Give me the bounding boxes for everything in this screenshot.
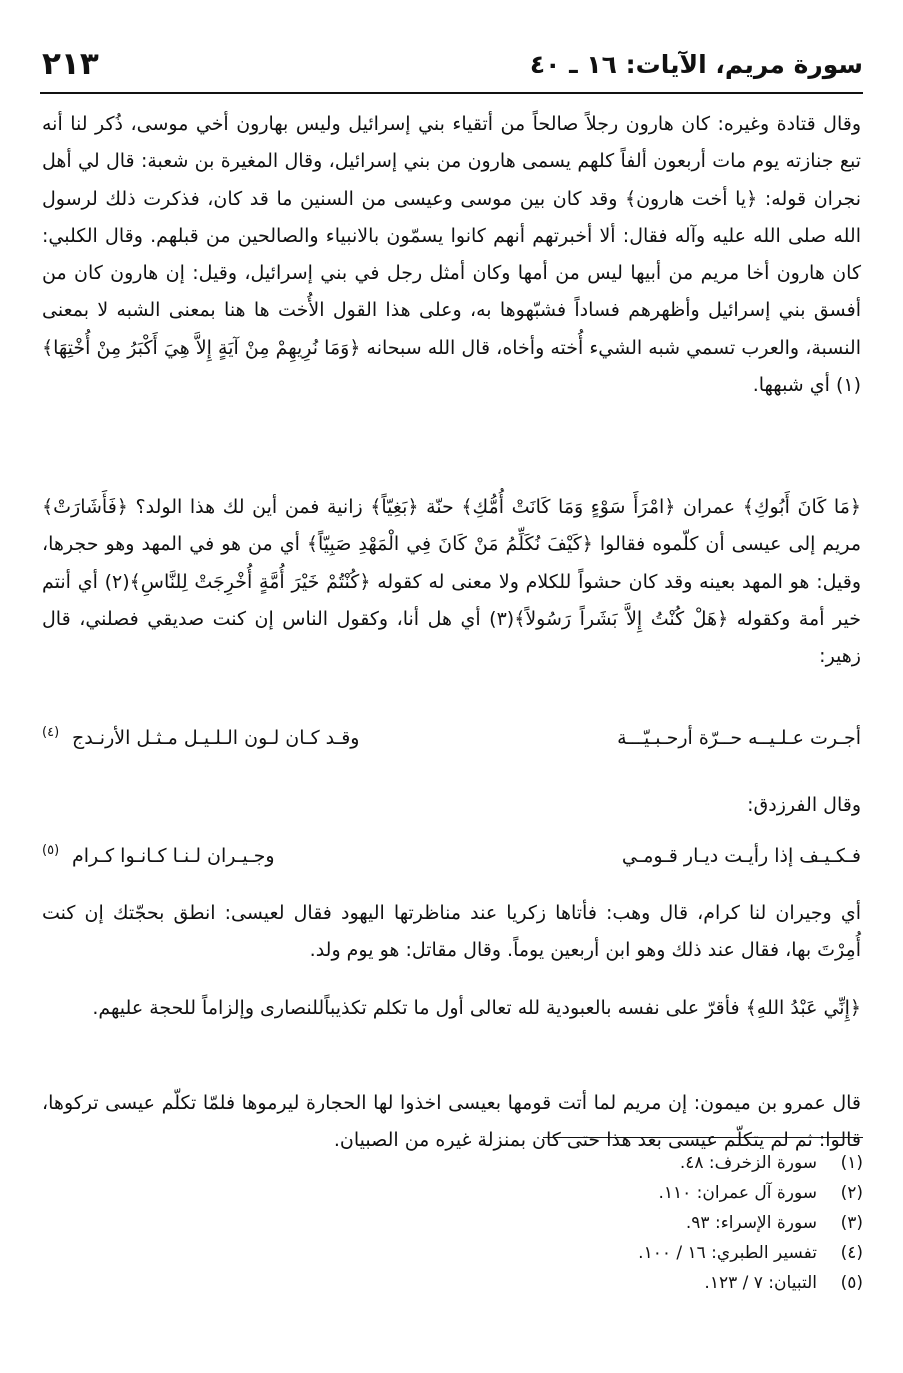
- footnote-number: (١): [840, 1153, 863, 1173]
- footnote: [363, 1238, 863, 1268]
- poetry-verse: [42, 720, 861, 757]
- paragraph: ﴿إِنِّي عَبْدُ اللهِ﴾ فأقرّ على نفسه بالعبودية لله تعالى أول ما تكلم تكذيباًللنصارى وإلزاماً للحجة عليهم.: [92, 997, 861, 1019]
- paragraph: قال عمرو بن ميمون: إن مريم لما أتت قومها بعيسى اخذوا لها الحجارة ليرموها فلمّا تكلّم عيسى تركوها، قالوا: ثم لم يتكلّم عيسى بعد هذا حتى كان بمنزلة غيره من الصبيان.: [42, 1092, 861, 1152]
- footnote: [363, 1208, 863, 1238]
- verse-second-hemistich: وقـد كـان لـون الـلـيـل مـثـل الأرنـدج: [72, 727, 360, 749]
- poetry-verse: [42, 838, 861, 875]
- footnote-number: (٥): [840, 1273, 863, 1293]
- paragraph: وقال قتادة وغيره: كان هارون رجلاً صالحاً من أتقياء بني إسرائيل وليس بهارون أخي موسى، ذُكر لنا أنه تبع جنازته يوم مات أربعون ألفاً كلهم يسمى هارون من بني إسرائيل، وقال المغيرة بن شعبة: قال لي أهل نجران قوله: ﴿يا أخت هارون﴾ وقد كان بين موسى وعيسى من السنين ما قد كان، فذكرت ذلك لرسول الله صلى الله عليه وآله فقال: ألا أخبرتهم أنهم كانوا يسمّون بالانبياء والصالحين من قبلهم. وقال الكلبي: كان هارون أخا مريم من أبيها ليس من أمها وكان أمثل رجل في بني إسرائيل، وقيل: إن هارون كان من أفسق بني إسرائيل وأظهرهم فساداً فشبّهوها به، وعلى هذا القول الأُخت ها هنا بمعنى الشبه لا بمعنى النسبة، والعرب تسمي شبه الشيء أُخته وأخاه، قال الله سبحانه ﴿وَمَا نُرِيهِمْ مِنْ آيَةٍ إِلاَّ هِيَ أَكْبَرُ مِنْ أُخْتِهَا﴾(١) أي شبهها.: [42, 113, 861, 397]
- footnote: [363, 1268, 863, 1298]
- footnote-divider: [543, 1137, 863, 1138]
- page-number: ٢١٣: [42, 46, 99, 82]
- running-title: سورة مريم، الآيات: ١٦ ـ ٤٠: [529, 50, 863, 79]
- footnote-text: سورة آل عمران: ١١٠.: [658, 1183, 817, 1203]
- footnote-number: (٣): [840, 1213, 863, 1233]
- footnote-text: سورة الزخرف: ٤٨.: [679, 1153, 817, 1173]
- footnote: [363, 1148, 863, 1178]
- footnote-text: التبيان: ٧ / ١٢٣.: [704, 1273, 817, 1293]
- footnote: [363, 1178, 863, 1208]
- footnote-text: سورة الإسراء: ٩٣.: [685, 1213, 817, 1233]
- verse-second-hemistich: وجـيـران لـنـا كـانـوا كـرام: [72, 845, 275, 867]
- footnote-ref: (٥): [42, 843, 60, 858]
- footnote-number: (٢): [840, 1183, 863, 1203]
- footnotes: [363, 1148, 863, 1298]
- main-text: [42, 106, 861, 1160]
- footnote-number: (٤): [840, 1243, 863, 1263]
- verse-intro: وقال الفرزدق:: [747, 794, 861, 816]
- verse-first-hemistich: أجـرت عـلـيــه حــرّة أرحـبـيّـــة: [617, 727, 861, 749]
- paragraph: ﴿مَا كَانَ أَبُوكِ﴾ عمران ﴿امْرَأَ سَوْءٍ وَمَا كَانَتْ أُمُّكِ﴾ حنّة ﴿بَغِيّاً﴾ زانية فمن أين لك هذا الولد؟ ﴿فَأَشَارَتْ﴾ مريم إلى عيسى أن كلّموه فقالوا ﴿كَيْفَ نُكَلِّمُ مَنْ كَانَ فِي الْمَهْدِ صَبِيّاً﴾ أي من هو في المهد وهو حجرها، وقيل: هو المهد بعينه وقد كان حشواً للكلام ولا معنى له كقوله ﴿كُنْتُمْ خَيْرَ أُمَّةٍ أُخْرِجَتْ لِلنَّاسِ﴾(٢) أي أنتم خير أمة وكقوله ﴿هَلْ كُنْتُ إِلاَّ بَشَراً رَسُولاً﴾(٣) أي هل أنا، وكقول الناس إن كنت صديقي فصلني، قال زهير:: [42, 496, 861, 668]
- footnote-text: تفسير الطبري: ١٦ / ١٠٠.: [638, 1243, 817, 1263]
- footnote-ref: (٤): [42, 725, 60, 740]
- running-header: [40, 44, 863, 94]
- verse-first-hemistich: فـكـيـف إذا رأيـت ديـار قـومـي: [621, 845, 861, 867]
- paragraph: أي وجيران لنا كرام، قال وهب: فأتاها زكريا عند مناظرتها اليهود فقال لعيسى: انطق بحجّتك إن كنت أُمِرْتَ بها، فقال عند ذلك وهو ابن أربعين يوماً. وقال مقاتل: هو يوم ولد.: [42, 902, 861, 962]
